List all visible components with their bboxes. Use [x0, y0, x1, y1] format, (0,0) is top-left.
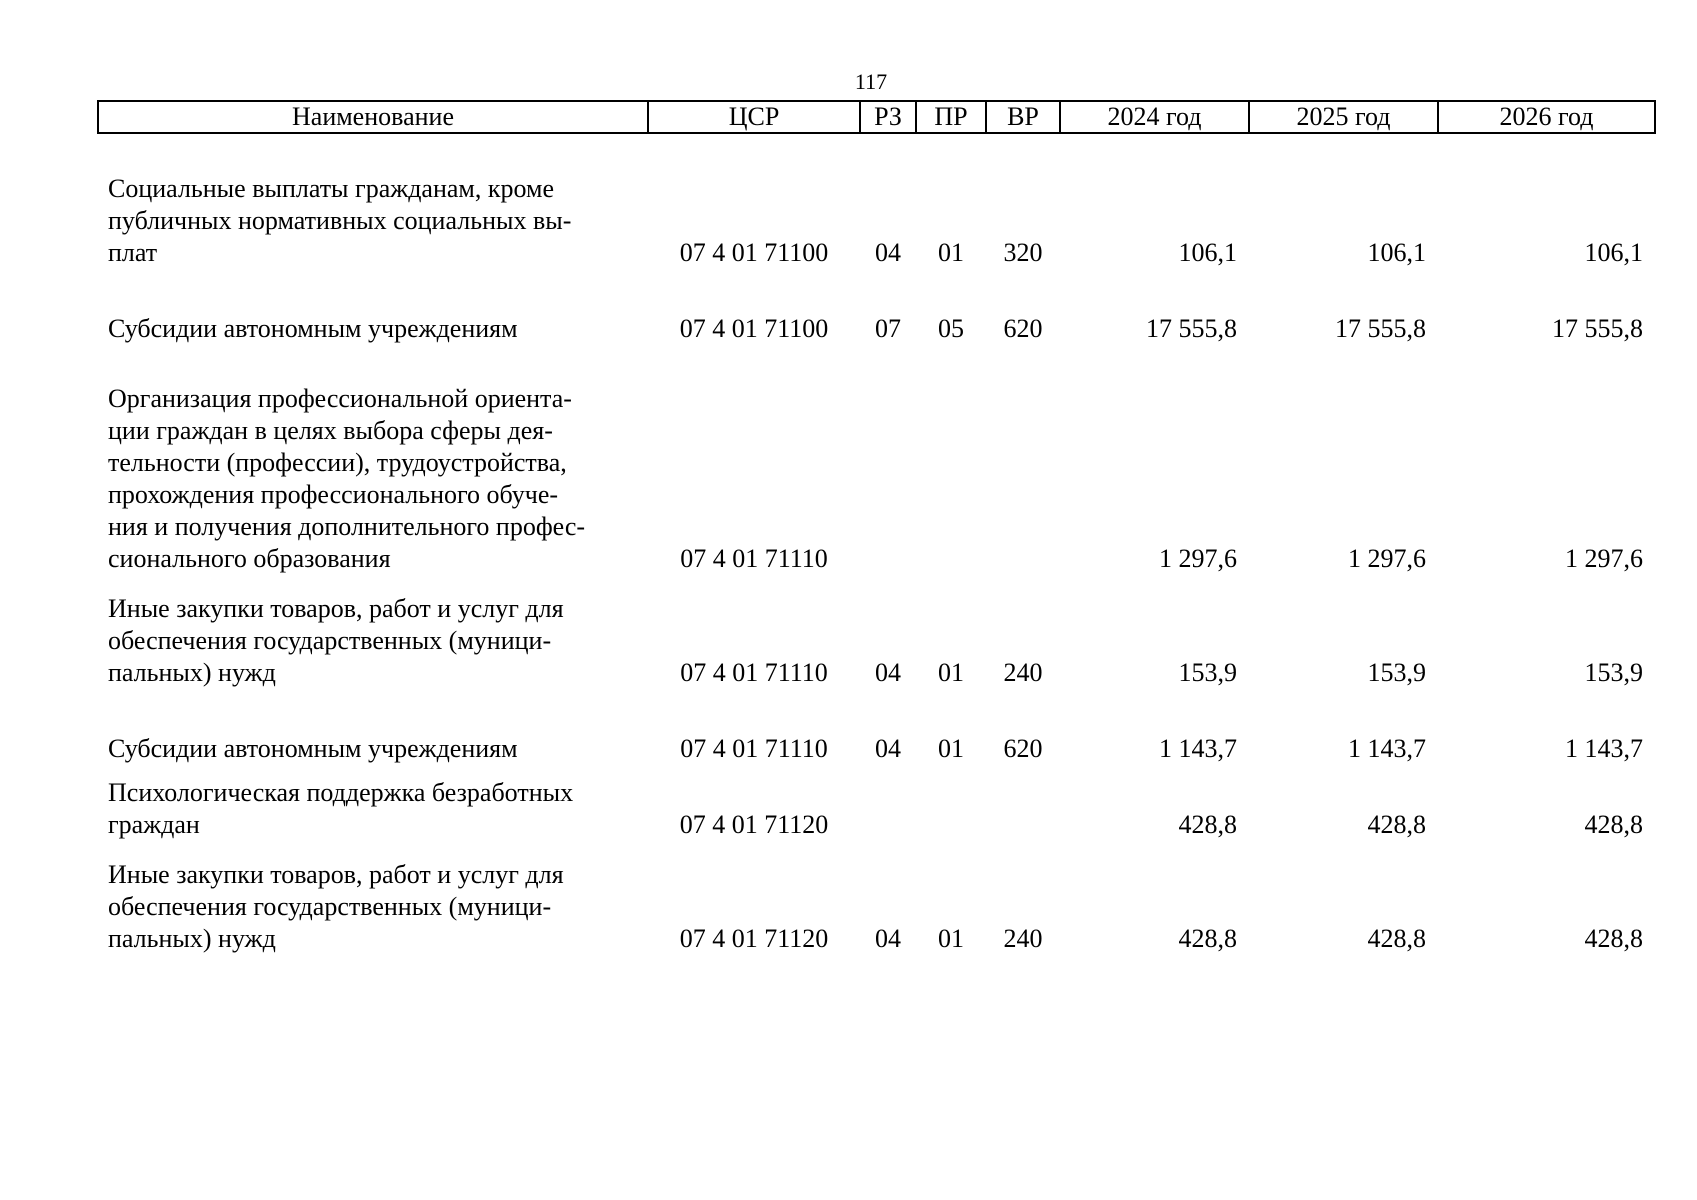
row-2026: 1 297,6: [1565, 544, 1643, 573]
header-2025: 2025 год: [1249, 101, 1438, 133]
row-name-cell: [98, 345, 648, 575]
row-2025: 106,1: [1367, 238, 1426, 267]
row-2026: 17 555,8: [1552, 314, 1643, 343]
row-csr: 07 4 01 71120: [679, 924, 829, 953]
table-row: [98, 133, 1655, 269]
row-2026: 428,8: [1584, 924, 1643, 953]
row-name-line: пальных) нужд: [108, 658, 276, 687]
header-vr: ВР: [986, 101, 1060, 133]
row-2024: 153,9: [1178, 658, 1237, 687]
row-vr: 620: [1003, 314, 1043, 343]
table-row: [98, 345, 1655, 575]
table-header-row: [98, 101, 1655, 133]
row-vr: 320: [1003, 238, 1043, 267]
row-name-line: пальных) нужд: [108, 924, 276, 953]
table-row: [98, 765, 1655, 841]
table-row: [98, 689, 1655, 765]
row-name-cell: [98, 575, 648, 689]
row-name-line: Социальные выплаты гражданам, кроме: [108, 174, 554, 203]
row-name-line: Субсидии автономным учреждениям: [108, 314, 518, 343]
row-rz: 04: [875, 924, 901, 953]
row-csr: 07 4 01 71110: [680, 544, 828, 573]
row-2024: 1 297,6: [1159, 544, 1237, 573]
row-2026: 1 143,7: [1565, 734, 1643, 763]
row-2026: 106,1: [1584, 238, 1643, 267]
row-pr: 01: [938, 924, 964, 953]
row-rz: 04: [875, 658, 901, 687]
row-2024: 428,8: [1178, 924, 1237, 953]
budget-table: [97, 100, 1656, 955]
row-vr: [986, 345, 1060, 575]
row-name-line: обеспечения государственных (муници-: [108, 626, 552, 655]
row-rz: 04: [875, 734, 901, 763]
row-name-cell: [98, 269, 648, 345]
row-name-line: ции граждан в целях выбора сферы дея-: [108, 416, 553, 445]
row-vr: 240: [1003, 924, 1043, 953]
row-rz: [860, 765, 916, 841]
row-csr: 07 4 01 71100: [679, 238, 829, 267]
row-csr: 07 4 01 71110: [680, 658, 828, 687]
row-name-cell: [98, 841, 648, 955]
row-pr: [916, 345, 986, 575]
row-2024: 17 555,8: [1146, 314, 1237, 343]
header-csr: ЦСР: [648, 101, 860, 133]
table-row: [98, 269, 1655, 345]
row-2026: 153,9: [1584, 658, 1643, 687]
row-pr: 01: [938, 238, 964, 267]
row-name-cell: [98, 133, 648, 269]
row-2024: 428,8: [1178, 810, 1237, 839]
row-pr: 01: [938, 658, 964, 687]
header-2024: 2024 год: [1060, 101, 1249, 133]
row-name-line: Субсидии автономным учреждениям: [108, 734, 518, 763]
table-row: [98, 841, 1655, 955]
row-2025: 1 297,6: [1348, 544, 1426, 573]
row-vr: 240: [1003, 658, 1043, 687]
row-name-line: Организация профессиональной ориента-: [108, 384, 572, 413]
row-name-line: Психологическая поддержка безработных: [108, 778, 574, 807]
row-name-line: плат: [108, 238, 158, 267]
row-name-line: сионального образования: [108, 544, 391, 573]
row-2025: 428,8: [1367, 924, 1426, 953]
row-2025: 17 555,8: [1335, 314, 1426, 343]
header-2026: 2026 год: [1438, 101, 1655, 133]
row-name-line: публичных нормативных социальных вы-: [108, 206, 572, 235]
row-2025: 428,8: [1367, 810, 1426, 839]
row-csr: 07 4 01 71120: [679, 810, 829, 839]
row-name-line: тельности (профессии), трудоустройства,: [108, 448, 567, 477]
row-2026: 428,8: [1584, 810, 1643, 839]
row-pr: 05: [938, 314, 964, 343]
header-pr: ПР: [916, 101, 986, 133]
row-2025: 1 143,7: [1348, 734, 1426, 763]
row-vr: 620: [1003, 734, 1043, 763]
row-2024: 1 143,7: [1159, 734, 1237, 763]
row-name-line: обеспечения государственных (муници-: [108, 892, 552, 921]
header-name: Наименование: [98, 101, 648, 133]
table-row: [98, 575, 1655, 689]
row-csr: 07 4 01 71100: [679, 314, 829, 343]
row-name-line: ния и получения дополнительного профес-: [108, 512, 586, 541]
row-name-line: граждан: [108, 810, 200, 839]
row-pr: [916, 765, 986, 841]
row-csr: 07 4 01 71110: [680, 734, 828, 763]
row-name-cell: [98, 765, 648, 841]
row-rz: 07: [875, 314, 901, 343]
header-rz: РЗ: [860, 101, 916, 133]
row-rz: [860, 345, 916, 575]
row-pr: 01: [938, 734, 964, 763]
page-number: 117: [854, 69, 888, 94]
row-vr: [986, 765, 1060, 841]
row-name-cell: [98, 689, 648, 765]
row-2025: 153,9: [1367, 658, 1426, 687]
row-name-line: Иные закупки товаров, работ и услуг для: [108, 860, 564, 889]
row-rz: 04: [875, 238, 901, 267]
row-name-line: прохождения профессионального обуче-: [108, 480, 559, 509]
row-2024: 106,1: [1178, 238, 1237, 267]
row-name-line: Иные закупки товаров, работ и услуг для: [108, 594, 564, 623]
